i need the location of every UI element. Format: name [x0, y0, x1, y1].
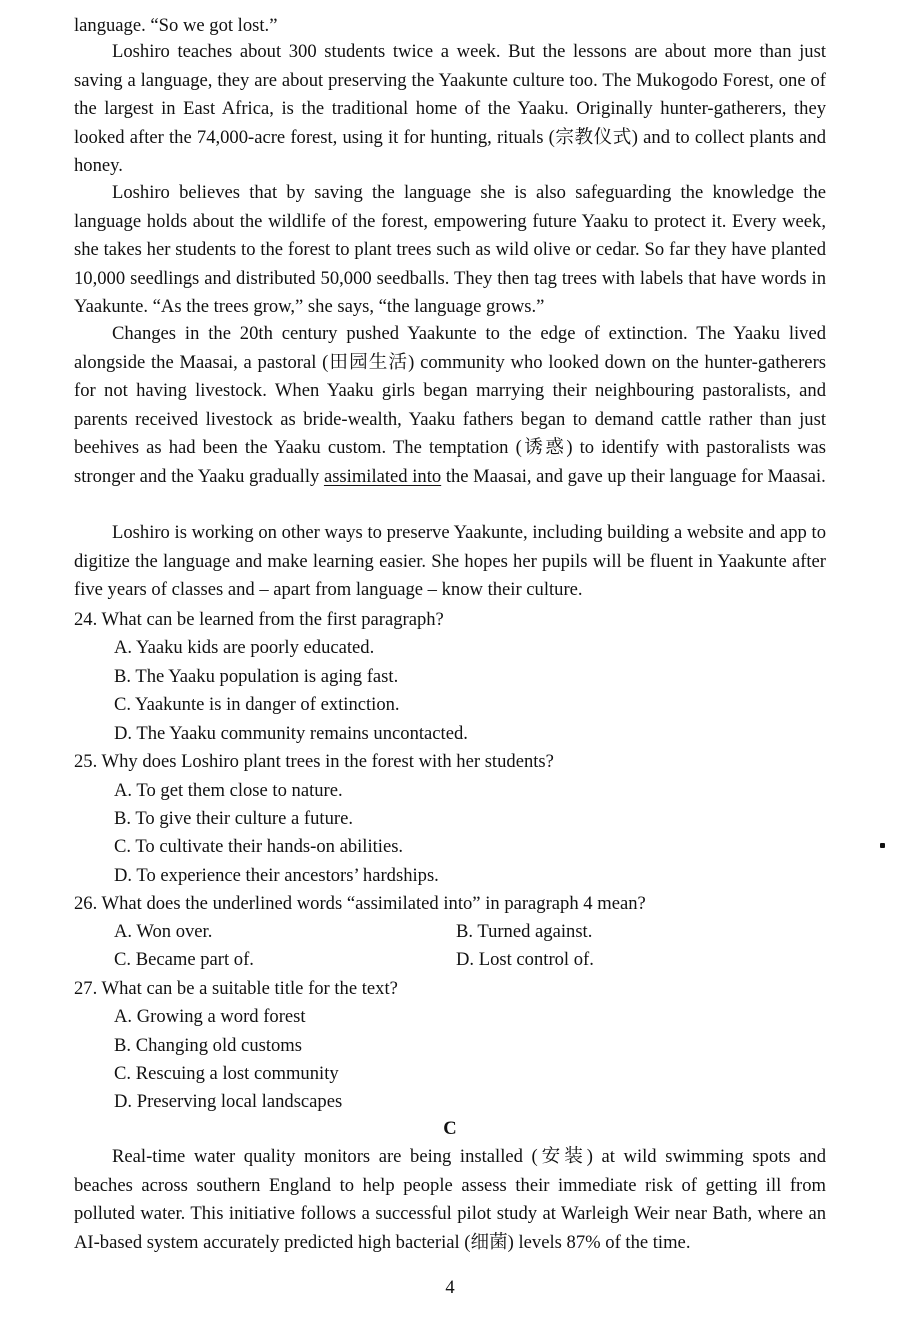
question-27-stem: 27. What can be a suitable title for the text? [74, 978, 398, 999]
question-24-option-d: D. The Yaaku community remains uncontacted. [114, 723, 468, 744]
section-c-paragraph [74, 1143, 826, 1257]
question-24-option-c: C. Yaakunte is in danger of extinction. [114, 694, 400, 715]
paragraph-3 [74, 320, 826, 492]
question-26-option-d: D. Lost control of. [456, 949, 594, 970]
question-25-option-c: C. To cultivate their hands-on abilities. [114, 836, 404, 857]
paragraph-2 [74, 179, 826, 322]
question-27-option-d: D. Preserving local landscapes [114, 1091, 343, 1112]
question-25-option-b: B. To give their culture a future. [114, 808, 353, 829]
paragraph-3-text-before: Changes in the 20th century pushed Yaakunte to the edge of extinction. The Yaaku lived alongside the Maasai, a pastoral (田园生活) community who looked down on the hunter-gatherers for not having livestock. When Yaaku girls began marrying their neighbouring pastoralists, and parents received livestock as bride-wealth, Yaaku fathers began to demand cattle rather than just beehives as had been the Yaaku custom. The temptation (诱惑) to identify with pastoralists was stronger and the Yaaku gradually [74, 323, 826, 487]
paragraph-1 [74, 38, 826, 181]
section-c-heading: C [443, 1118, 457, 1139]
question-26-option-b: B. Turned against. [456, 921, 593, 942]
paragraph-continuation: language. “So we got lost.” [74, 15, 278, 36]
question-24-stem: 24. What can be learned from the first paragraph? [74, 609, 444, 630]
paragraph-1-text: Loshiro teaches about 300 students twice a week. But the lessons are about more than just saving a language, they are about preserving the Yaakunte culture too. The Mukogodo Forest, one of the largest in East Africa, is the traditional home of the Yaaku. Originally hunter-gatherers, they looked after the 74,000-acre forest, using it for hunting, rituals (宗教仪式) and to collect plants and honey. [74, 41, 826, 177]
question-25-option-d: D. To experience their ancestors’ hardships. [114, 865, 439, 886]
question-27-option-c: C. Rescuing a lost community [114, 1063, 339, 1084]
question-26-stem: 26. What does the underlined words “assimilated into” in paragraph 4 mean? [74, 893, 646, 914]
question-25-stem: 25. Why does Loshiro plant trees in the forest with her students? [74, 751, 554, 772]
scan-speck [880, 843, 885, 848]
question-24-option-b: B. The Yaaku population is aging fast. [114, 666, 399, 687]
paragraph-3-text-after: the Maasai, and gave up their language for Maasai. [441, 465, 826, 487]
paragraph-2-text: Loshiro believes that by saving the language she is also safeguarding the knowledge the language holds about the wildlife of the forest, empowering future Yaaku to protect it. Every week, she takes her students to the forest to plant trees such as wild olive or cedar. So far they have planted 10,000 seedlings and distributed 50,000 seedballs. They then tag trees with labels that have words in Yaakunte. “As the trees grow,” she says, “the language grows.” [74, 182, 826, 318]
underlined-phrase: assimilated into [323, 465, 442, 487]
question-24-option-a: A. Yaaku kids are poorly educated. [114, 637, 375, 658]
question-25-option-a: A. To get them close to nature. [114, 780, 343, 801]
question-26-option-a: A. Won over. [114, 921, 213, 942]
paragraph-4 [74, 519, 826, 605]
question-26-option-c: C. Became part of. [114, 949, 254, 970]
question-27-option-b: B. Changing old customs [114, 1035, 303, 1056]
paragraph-4-text: Loshiro is working on other ways to preserve Yaakunte, including building a website and app to digitize the language and make learning easier. She hopes her pupils will be fluent in Yaakunte after five years of classes and – apart from language – know their culture. [74, 522, 826, 601]
question-27-option-a: A. Growing a word forest [114, 1006, 306, 1027]
section-c-paragraph-text: Real-time water quality monitors are being installed (安装) at wild swimming spots and beaches across southern England to help people assess their immediate risk of getting ill from polluted water. This initiative follows a successful pilot study at Warleigh Weir near Bath, where an AI-based system accurately predicted high bacterial (细菌) levels 87% of the time. [74, 1146, 826, 1253]
page-number: 4 [445, 1277, 455, 1298]
